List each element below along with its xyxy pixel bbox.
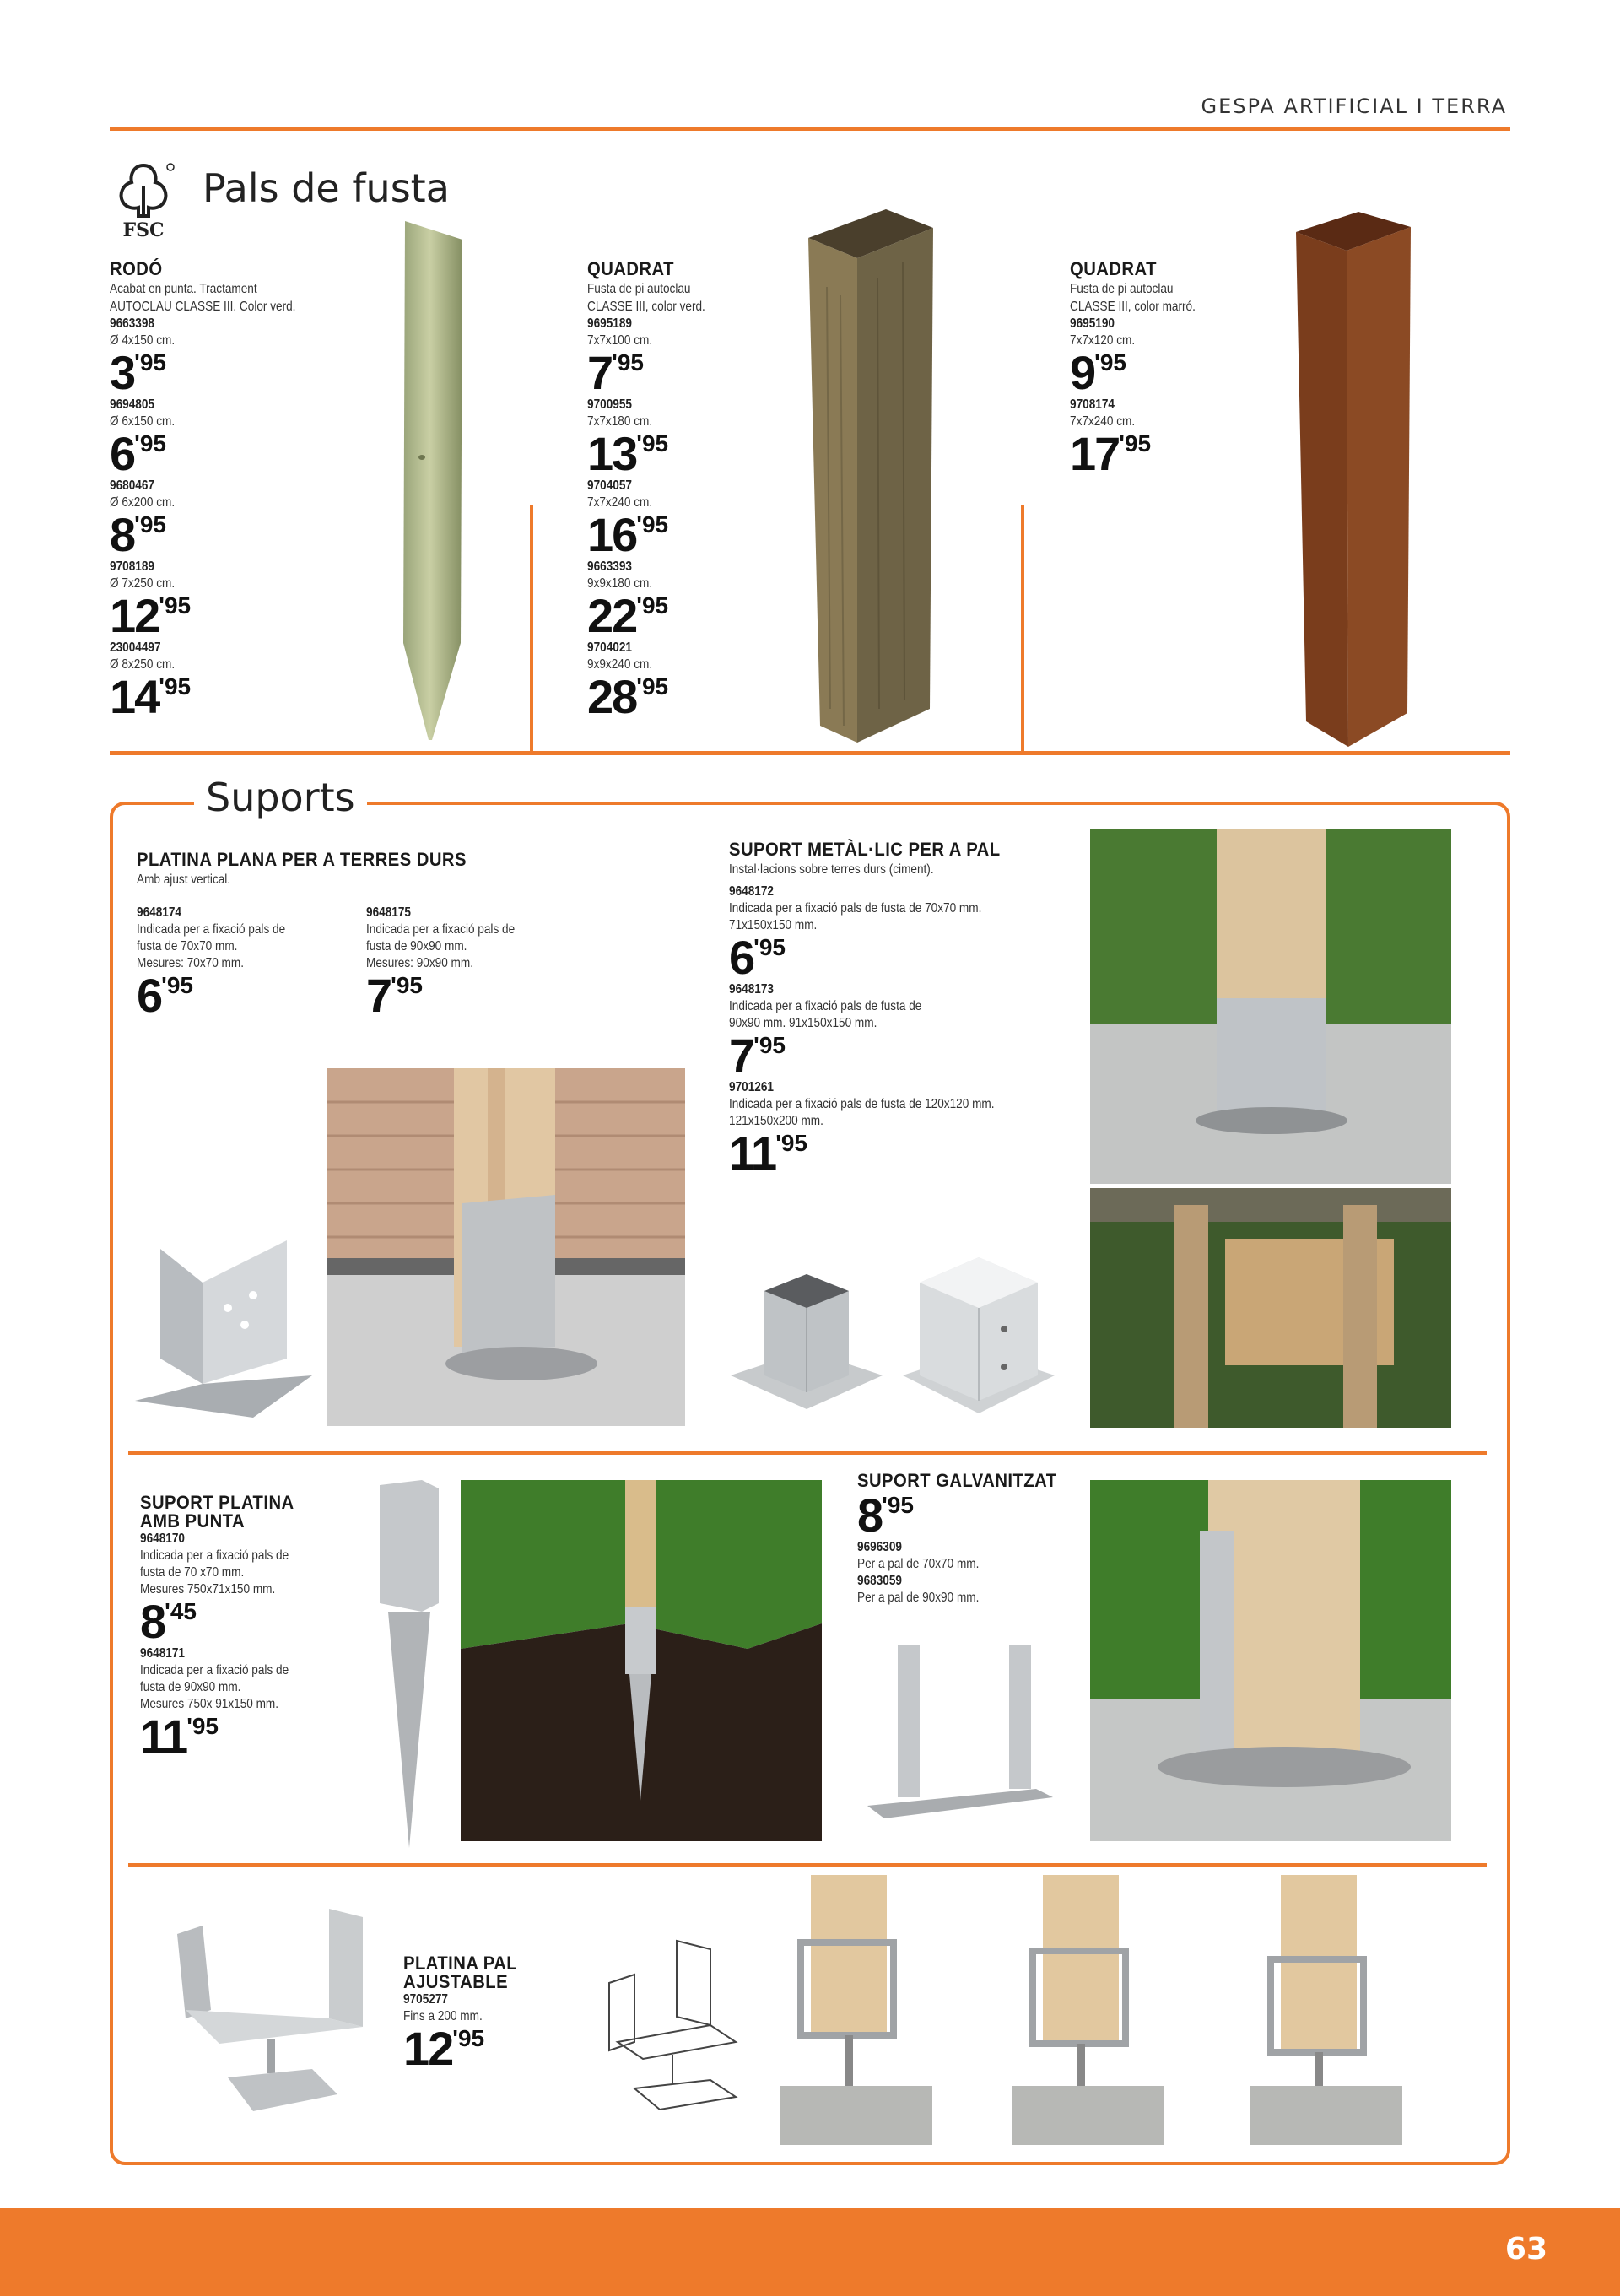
quadrat-green-desc-2: CLASSE III, color verd. — [587, 300, 705, 314]
quadrat-green-desc-1: Fusta de pi autoclau — [587, 282, 691, 296]
pals-title: Pals de fusta — [202, 165, 450, 211]
product-price: 8'95 — [110, 508, 166, 561]
product-size: Ø 6x200 cm. — [110, 495, 176, 510]
product-price: 3'95 — [110, 346, 166, 399]
product-ref: 9704057 — [587, 478, 632, 493]
ajustable-ref: 9705277 — [403, 1992, 448, 2007]
product-size: 7x7x180 cm. — [587, 414, 653, 429]
galvanitzat-price: 8'95 — [857, 1488, 914, 1542]
divider-1 — [530, 505, 533, 754]
ref: 9648175 — [366, 905, 411, 920]
product-desc: Indicada per a fixació pals de — [140, 1548, 289, 1563]
product-size: Ø 7x250 cm. — [110, 576, 176, 591]
product-ref: 9663393 — [587, 559, 632, 574]
price: 6'95 — [137, 969, 193, 1022]
product-size: 7x7x120 cm. — [1070, 333, 1136, 348]
ajustable-diagram — [601, 1932, 744, 2118]
fsc-tree-icon — [110, 160, 177, 219]
rodo-name: RODÓ — [110, 258, 163, 279]
divider-2 — [1021, 505, 1024, 754]
desc: fusta de 90x90 mm. — [366, 939, 467, 954]
metallic-small-image — [722, 1257, 891, 1418]
quadrat-green-name: QUADRAT — [587, 258, 674, 279]
header-rule — [110, 127, 1510, 131]
product-ref: 9663398 — [110, 316, 154, 331]
ajustable-step-3 — [1234, 1875, 1419, 2153]
metallic-photo-1 — [1090, 829, 1451, 1184]
product-desc: 71x150x150 mm. — [729, 918, 818, 932]
quadrat-brown-name: QUADRAT — [1070, 258, 1157, 279]
product-ref: 9648171 — [140, 1646, 185, 1661]
platina-punta-product-image — [371, 1477, 447, 1856]
product-desc: Indicada per a fixació pals de — [140, 1663, 289, 1677]
metallic-sub: Instal·lacions sobre terres durs (ciment). — [729, 862, 934, 877]
galvanitzat-name: SUPORT GALVANITZAT — [857, 1470, 1057, 1491]
metallic-large-image — [894, 1249, 1063, 1418]
quadrat-brown-desc-2: CLASSE III, color marró. — [1070, 300, 1196, 314]
ajustable-desc: Fins a 200 mm. — [403, 2009, 483, 2023]
product-ref: 23004497 — [110, 640, 161, 655]
product-desc: 90x90 mm. 91x150x150 mm. — [729, 1016, 878, 1030]
product-ref: 9708189 — [110, 559, 154, 574]
product-price: 22'95 — [587, 589, 669, 642]
rodo-desc-1: Acabat en punta. Tractament — [110, 282, 257, 296]
desc: Mesures: 70x70 mm. — [137, 956, 244, 970]
rodo-desc-2: AUTOCLAU CLASSE III. Color verd. — [110, 300, 296, 314]
metallic-name: SUPORT METÀL·LIC PER A PAL — [729, 839, 1001, 860]
platina-plana-sub: Amb ajust vertical. — [137, 872, 231, 887]
product-size: 7x7x240 cm. — [587, 495, 653, 510]
product-price: 11'95 — [729, 1126, 808, 1180]
suports-rule-2 — [128, 1863, 1487, 1867]
product-ref: 9695190 — [1070, 316, 1115, 331]
product-ref: 9704021 — [587, 640, 632, 655]
desc: Indicada per a fixació pals de — [366, 922, 516, 937]
platina-plana-photo — [327, 1068, 685, 1426]
ajustable-name-1: PLATINA PAL — [403, 1953, 518, 1974]
desc: Per a pal de 70x70 mm. — [857, 1557, 980, 1571]
ajustable-step-2 — [996, 1875, 1181, 2153]
ajustable-product-image — [169, 1900, 371, 2120]
fsc-logo — [110, 160, 177, 245]
product-price: 6'95 — [729, 931, 786, 984]
product-price: 14'95 — [110, 670, 192, 723]
desc: fusta de 70x70 mm. — [137, 939, 238, 954]
product-desc: Mesures 750x71x150 mm. — [140, 1582, 276, 1596]
suports-rule-1 — [128, 1451, 1487, 1455]
ajustable-step-1 — [764, 1875, 949, 2153]
product-price: 9'95 — [1070, 346, 1126, 399]
galvanitzat-product-image — [859, 1637, 1061, 1840]
product-price: 28'95 — [587, 670, 669, 723]
product-price: 16'95 — [587, 508, 669, 561]
platina-punta-block — [140, 1492, 343, 1763]
product-desc: Indicada per a fixació pals de fusta de 70x70 mm. — [729, 901, 982, 916]
product-size: Ø 8x250 cm. — [110, 657, 176, 672]
product-ref: 9694805 — [110, 397, 154, 412]
quadrat-brown-desc-1: Fusta de pi autoclau — [1070, 282, 1174, 296]
product-size: 9x9x240 cm. — [587, 657, 653, 672]
product-ref: 9680467 — [110, 478, 154, 493]
product-desc: 121x150x200 mm. — [729, 1114, 824, 1128]
platina-plana-item-2 — [366, 905, 577, 1022]
fsc-label: FSC — [122, 219, 165, 241]
round-post-image — [388, 221, 472, 744]
product-desc: fusta de 70 x70 mm. — [140, 1565, 245, 1580]
metallic-block — [729, 839, 1083, 1180]
product-size: 9x9x180 cm. — [587, 576, 653, 591]
square-brown-post-image — [1291, 207, 1418, 751]
desc: Per a pal de 90x90 mm. — [857, 1591, 980, 1605]
desc: Mesures: 90x90 mm. — [366, 956, 473, 970]
pals-bottom-rule — [110, 751, 1510, 755]
square-green-post-image — [802, 203, 945, 751]
footer-bar — [0, 2208, 1620, 2296]
product-price: 12'95 — [110, 589, 192, 642]
price: 7'95 — [366, 969, 423, 1022]
product-size: 7x7x100 cm. — [587, 333, 653, 348]
platina-plana-product-image — [127, 1232, 321, 1426]
ajustable-block — [403, 1953, 589, 2075]
product-price: 7'95 — [729, 1029, 786, 1082]
product-price: 7'95 — [587, 346, 644, 399]
product-price: 8'45 — [140, 1595, 197, 1648]
suports-title: Suports — [194, 775, 367, 820]
product-size: Ø 6x150 cm. — [110, 414, 176, 429]
product-price: 17'95 — [1070, 427, 1152, 480]
ajustable-name-2: AJUSTABLE — [403, 1971, 509, 1992]
platina-plana-block — [137, 849, 575, 889]
product-price: 11'95 — [140, 1710, 219, 1763]
product-ref: 9701261 — [729, 1080, 774, 1094]
product-desc: Indicada per a fixació pals de fusta de — [729, 999, 922, 1013]
product-ref: 9708174 — [1070, 397, 1115, 412]
platina-punta-name-1: SUPORT PLATINA — [140, 1492, 294, 1513]
product-desc: Mesures 750x 91x150 mm. — [140, 1697, 279, 1711]
platina-plana-item-1 — [137, 905, 348, 1022]
rodo-block — [110, 258, 363, 721]
platina-punta-photo — [461, 1480, 822, 1841]
platina-punta-name-2: AMB PUNTA — [140, 1510, 246, 1532]
product-size: Ø 4x150 cm. — [110, 333, 176, 348]
platina-plana-name: PLATINA PLANA PER A TERRES DURS — [137, 849, 467, 870]
desc: Indicada per a fixació pals de — [137, 922, 286, 937]
page-number: 63 — [1504, 2232, 1547, 2266]
product-ref: 9695189 — [587, 316, 632, 331]
ref: 9683059 — [857, 1574, 902, 1588]
product-ref: 9648170 — [140, 1532, 185, 1546]
galvanitzat-photo — [1090, 1480, 1451, 1841]
product-price: 6'95 — [110, 427, 166, 480]
quadrat-green-block — [587, 258, 807, 721]
ref: 9696309 — [857, 1540, 902, 1554]
product-ref: 9700955 — [587, 397, 632, 412]
product-price: 13'95 — [587, 427, 669, 480]
section-header: GESPA ARTIFICIAL I TERRA — [1201, 95, 1507, 118]
quadrat-brown-block — [1070, 258, 1289, 478]
metallic-photo-2 — [1090, 1188, 1451, 1428]
galvanitzat-block — [857, 1470, 1094, 1607]
ref: 9648174 — [137, 905, 181, 920]
product-ref: 9648173 — [729, 982, 774, 997]
product-ref: 9648172 — [729, 884, 774, 899]
ajustable-price: 12'95 — [403, 2022, 485, 2075]
product-desc: Indicada per a fixació pals de fusta de 120x120 mm. — [729, 1097, 995, 1111]
product-desc: fusta de 90x90 mm. — [140, 1680, 241, 1694]
product-size: 7x7x240 cm. — [1070, 414, 1136, 429]
